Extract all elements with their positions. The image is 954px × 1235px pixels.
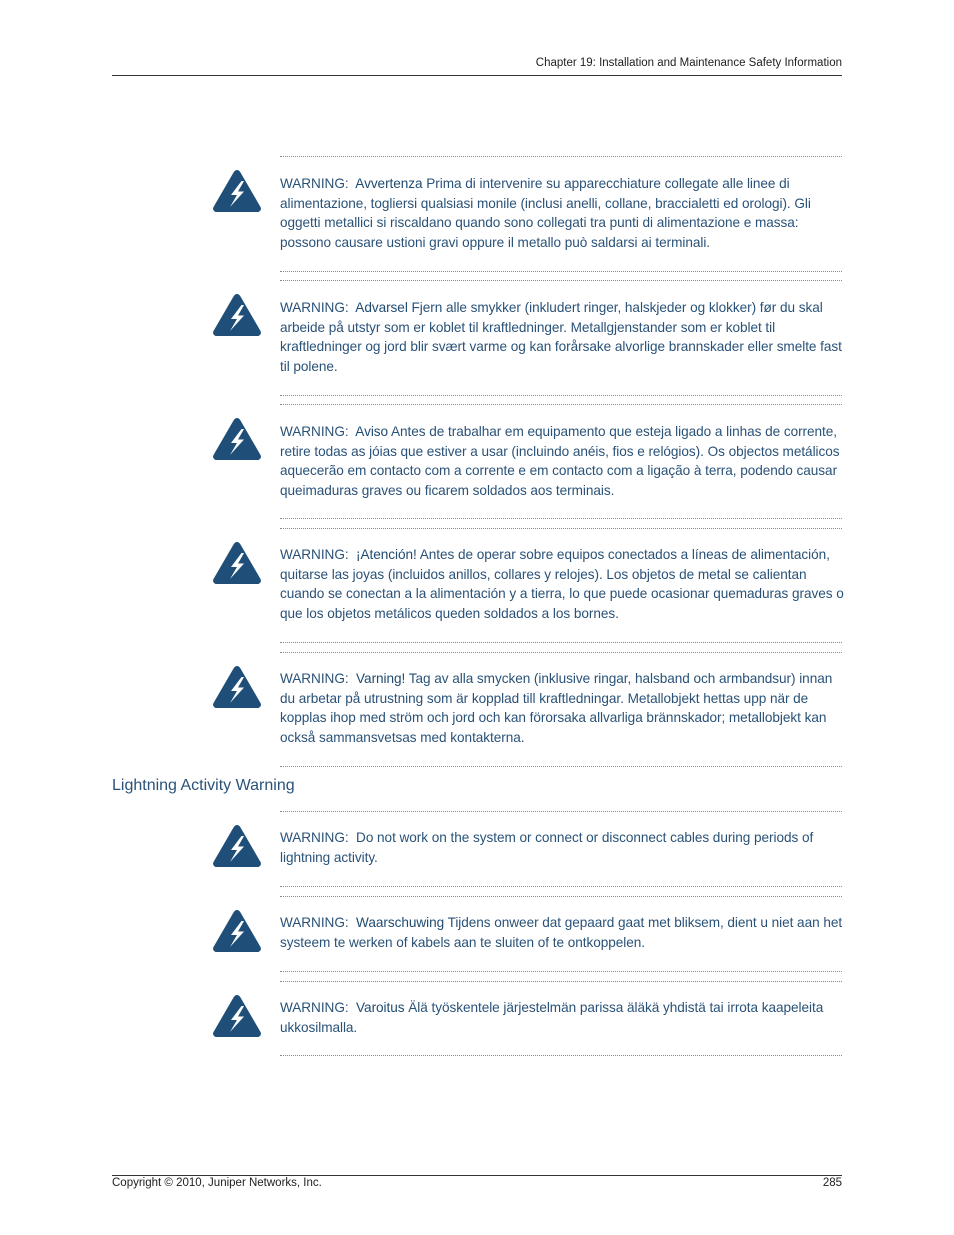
warning-body: Do not work on the system or connect or disconnect cables during periods of lightning activity. [280, 830, 814, 865]
warning-bottom-rule [280, 395, 842, 396]
warning-body: Älä työskentele järjestelmän parissa äläkä yhdistä tai irrota kaapeleita ukkosilmalla. [280, 1000, 824, 1035]
warning-text [280, 669, 844, 747]
warning-text [280, 174, 844, 252]
warning-bottom-rule [280, 642, 842, 643]
footer-rule [112, 1175, 842, 1176]
warning-label: WARNING: [280, 671, 349, 686]
warning-bottom-rule [280, 271, 842, 272]
warning-text [280, 422, 844, 500]
warning-language-word: Varning! [356, 671, 406, 686]
warning-language-word: Aviso [355, 424, 389, 439]
warning-language-word: Waarschuwing [356, 915, 445, 930]
high-voltage-warning-icon [212, 909, 262, 953]
warning-language-word: Avvertenza [355, 176, 423, 191]
warning-text [280, 545, 844, 623]
warning-top-rule [280, 528, 842, 529]
warning-bottom-rule [280, 1055, 842, 1056]
warning-text [280, 998, 844, 1037]
warning-label: WARNING: [280, 830, 349, 845]
warning-bottom-rule [280, 971, 842, 972]
warning-bottom-rule [280, 518, 842, 519]
warning-label: WARNING: [280, 547, 349, 562]
section-heading: Lightning Activity Warning [112, 777, 295, 794]
header-rule [112, 75, 842, 76]
high-voltage-warning-icon [212, 541, 262, 585]
chapter-title: Chapter 19: Installation and Maintenance Safety Information [535, 57, 842, 69]
warning-language-word: ¡Atención! [356, 547, 417, 562]
warning-language-word: Advarsel [355, 300, 408, 315]
warning-top-rule [280, 404, 842, 405]
warning-top-rule [280, 981, 842, 982]
high-voltage-warning-icon [212, 994, 262, 1038]
warning-label: WARNING: [280, 300, 349, 315]
warning-body: Tijdens onweer dat gepaard gaat met bliksem, dient u niet aan het systeem te werken of kabels aan te sluiten of te ontkoppelen. [280, 915, 843, 950]
high-voltage-warning-icon [212, 293, 262, 337]
warning-language-word: Varoitus [356, 1000, 405, 1015]
warning-body: Antes de trabalhar em equipamento que esteja ligado a linhas de corrente, retire todas as jóias que estiver a usar (incluindo anéis, fios e relógios). Os objectos metálicos aquecerão em contacto com a corrente e em contacto com a ligação à terra, podendo causar queimaduras graves ou ficarem soldados aos terminais. [280, 424, 840, 498]
warning-top-rule [280, 896, 842, 897]
warning-text [280, 298, 844, 376]
footer-copyright: Copyright © 2010, Juniper Networks, Inc. [112, 1177, 322, 1189]
warning-label: WARNING: [280, 1000, 349, 1015]
warning-label: WARNING: [280, 176, 349, 191]
warning-body: Prima di intervenire su apparecchiature collegate alle linee di alimentazione, togliersi qualsiasi monile (inclusi anelli, collane, braccialetti ed orologi). Gli oggetti metallici si riscaldano quando sono collegati tra punti di alimentazione e massa: possono causare ustioni gravi oppure il metallo può saldarsi ai terminali. [280, 176, 811, 250]
warning-bottom-rule [280, 886, 842, 887]
warning-text [280, 913, 844, 952]
warning-top-rule [280, 156, 842, 157]
warning-label: WARNING: [280, 915, 349, 930]
page-number: 285 [822, 1177, 842, 1189]
warning-body: Fjern alle smykker (inkludert ringer, halskjeder og klokker) før du skal arbeide på utstyr som er koblet til kraftledninger. Metallgjenstander som er koblet til kraftledninger og jord blir svært varme og kan forårsake alvorlige brannskader eller smelte fast til polene. [280, 300, 842, 374]
warning-body: Tag av alla smycken (inklusive ringar, halsband och armbandsur) innan du arbetar på utrustning som är kopplad till kraftledningar. Metallobjekt hettas upp när de kopplas ihop med ström och jord och kan förorsaka allvarliga brännskador; metallobjekt kan också sammansvetsas med kontakterna. [280, 671, 833, 745]
warning-bottom-rule [280, 766, 842, 767]
warning-label: WARNING: [280, 424, 349, 439]
warning-top-rule [280, 280, 842, 281]
high-voltage-warning-icon [212, 417, 262, 461]
warning-text [280, 828, 844, 867]
warning-body: Antes de operar sobre equipos conectados a líneas de alimentación, quitarse las joyas (incluidos anillos, collares y relojes). Los objetos de metal se calientan cuando se conectan a la alimentación y a tierra, lo que puede ocasionar quemaduras graves o que los objetos metálicos queden soldados a los bornes. [280, 547, 844, 621]
high-voltage-warning-icon [212, 824, 262, 868]
warning-top-rule [280, 811, 842, 812]
warning-top-rule [280, 652, 842, 653]
high-voltage-warning-icon [212, 665, 262, 709]
high-voltage-warning-icon [212, 169, 262, 213]
